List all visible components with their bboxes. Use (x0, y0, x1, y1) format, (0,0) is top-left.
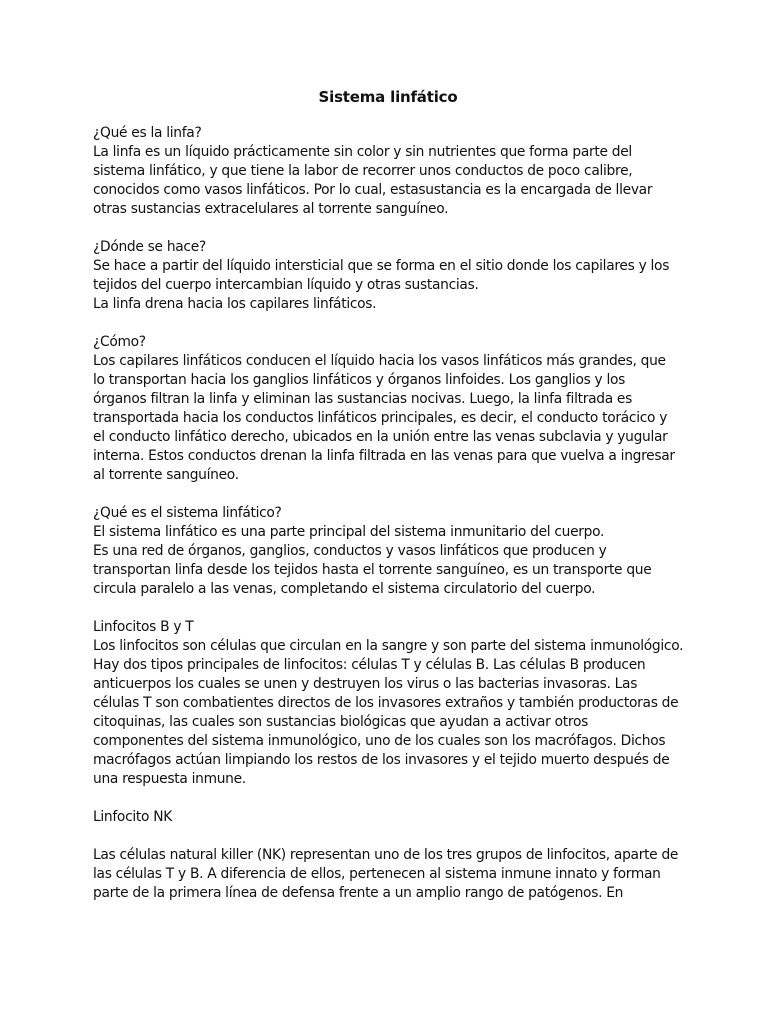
section-linfocito-nk (93, 808, 683, 903)
paragraph-line: Es una red de órganos, ganglios, conductos y vasos linfáticos que producen y (93, 543, 607, 559)
section-donde-se-hace (93, 238, 683, 314)
section-que-es-la-linfa (93, 124, 683, 219)
paragraph-line: La linfa es un líquido prácticamente sin color y sin nutrientes que forma parte del (93, 144, 632, 160)
section-heading: ¿Qué es la linfa? (93, 125, 202, 141)
section-que-es-el-sistema-linfatico (93, 504, 683, 599)
paragraph-line: Los linfocitos son células que circulan en la sangre y son parte del sistema inmunológico. (93, 638, 684, 654)
paragraph-line: citoquinas, las cuales son sustancias biológicas que ayudan a activar otros (93, 714, 588, 730)
paragraph-line: al torrente sanguíneo. (93, 467, 239, 483)
paragraph-line: transportada hacia los conductos linfáticos principales, es decir, el conducto torácico y (93, 410, 668, 426)
paragraph-line: otras sustancias extracelulares al torrente sanguíneo. (93, 201, 449, 217)
paragraph-line: Se hace a partir del líquido intersticial que se forma en el sitio donde los capilares y los (93, 258, 670, 274)
paragraph-line: conocidos como vasos linfáticos. Por lo cual, estasustancia es la encargada de llevar (93, 182, 653, 198)
paragraph-line: circula paralelo a las venas, completando el sistema circulatorio del cuerpo. (93, 581, 596, 597)
paragraph-line: sistema linfático, y que tiene la labor de recorrer unos conductos de poco calibre, (93, 163, 633, 179)
paragraph-line: las células T y B. A diferencia de ellos, pertenecen al sistema inmune innato y forman (93, 866, 661, 882)
paragraph-line: lo transportan hacia los ganglios linfáticos y órganos linfoides. Los ganglios y los (93, 372, 626, 388)
paragraph-line: La linfa drena hacia los capilares linfáticos. (93, 296, 377, 312)
paragraph-line: una respuesta inmune. (93, 771, 246, 787)
section-como (93, 333, 683, 485)
document-title: Sistema linfático (318, 88, 458, 106)
paragraph-line: parte de la primera línea de defensa frente a un amplio rango de patógenos. En (93, 885, 624, 901)
paragraph-line: transportan linfa desde los tejidos hasta el torrente sanguíneo, es un transporte que (93, 562, 652, 578)
paragraph-line: Las células natural killer (NK) representan uno de los tres grupos de linfocitos, aparte de (93, 847, 679, 863)
paragraph-line: anticuerpos los cuales se unen y destruyen los virus o las bacterias invasoras. Las (93, 676, 638, 692)
paragraph-line: interna. Estos conductos drenan la linfa filtrada en las venas para que vuelva a ingresar (93, 448, 675, 464)
paragraph-line: macrófagos actúan limpiando los restos de los invasores y el tejido muerto después de (93, 752, 670, 768)
section-heading: Linfocito NK (93, 809, 172, 825)
paragraph-line: Hay dos tipos principales de linfocitos: células T y células B. Las células B producen (93, 657, 646, 673)
paragraph-line: órganos filtran la linfa y eliminan las sustancias nocivas. Luego, la linfa filtrada es (93, 391, 633, 407)
paragraph-line: El sistema linfático es una parte principal del sistema inmunitario del cuerpo. (93, 524, 605, 540)
section-heading: ¿Cómo? (93, 334, 146, 350)
blank-line (93, 827, 683, 846)
paragraph-line: componentes del sistema inmunológico, uno de los cuales son los macrófagos. Dichos (93, 733, 666, 749)
section-heading: ¿Qué es el sistema linfático? (93, 505, 282, 521)
paragraph-line: células T son combatientes directos de los invasores extraños y también productoras de (93, 695, 679, 711)
document-page (93, 86, 683, 922)
section-heading: Linfocitos B y T (93, 619, 194, 635)
paragraph-line: Los capilares linfáticos conducen el líquido hacia los vasos linfáticos más grandes, que (93, 353, 666, 369)
section-linfocitos-b-y-t (93, 618, 683, 789)
paragraph-line: tejidos del cuerpo intercambian líquido y otras sustancias. (93, 277, 479, 293)
section-heading: ¿Dónde se hace? (93, 239, 206, 255)
paragraph-line: el conducto linfático derecho, ubicados en la unión entre las venas subclavia y yugular (93, 429, 668, 445)
